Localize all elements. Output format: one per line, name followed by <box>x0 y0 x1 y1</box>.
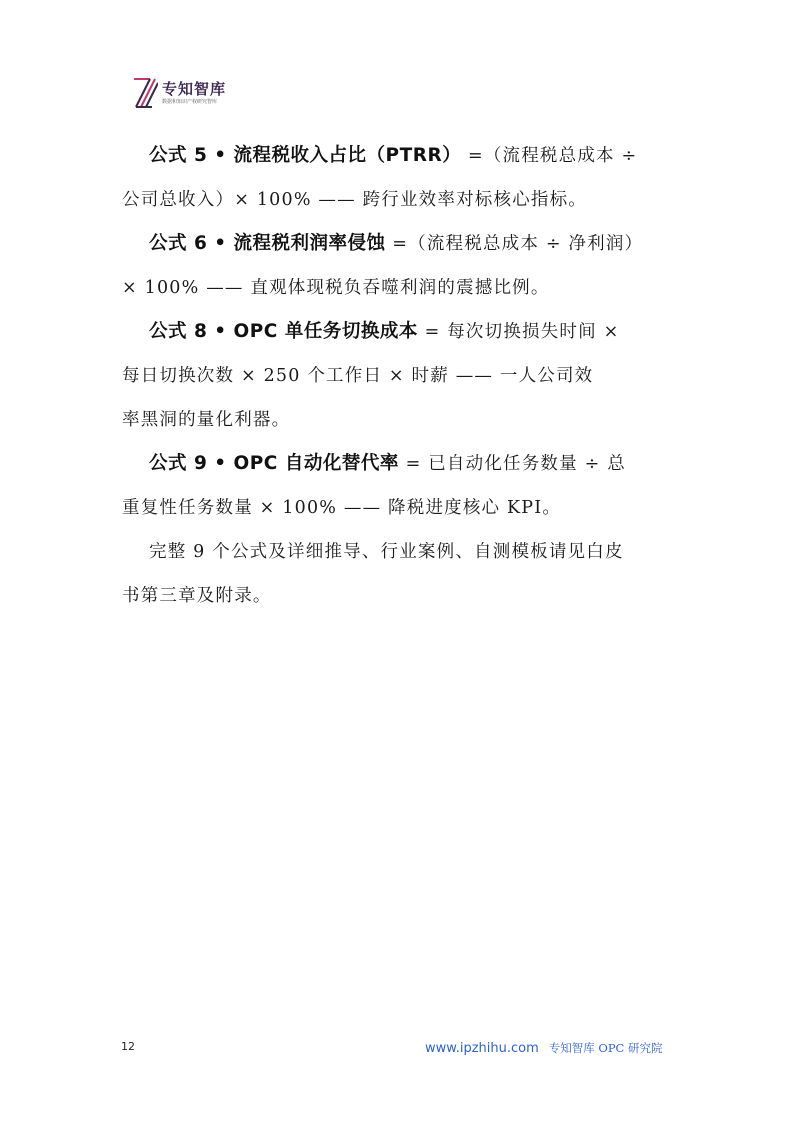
formula-6-paragraph <box>122 222 682 310</box>
formula-9-paragraph <box>122 442 682 530</box>
formula-6-expression: =（流程税总成本 ÷ 净利润） <box>392 234 644 254</box>
closing-line-1: 完整 9 个公式及详细推导、行业案例、自测模板请见白皮 <box>149 542 624 562</box>
formula-9-title: 公式 9 • OPC 自动化替代率 <box>149 453 399 474</box>
logo-mark-icon <box>132 77 158 109</box>
footer-url-link[interactable]: www.ipzhihu.com <box>425 1041 539 1056</box>
formula-5-expression: =（流程税总成本 ÷ <box>467 146 638 166</box>
formula-8-line-2: 每日切换次数 × 250 个工作日 × 时薪 —— 一人公司效 <box>122 366 594 386</box>
formula-8-line-3: 率黑洞的量化利器。 <box>122 410 291 430</box>
formula-6-title: 公式 6 • 流程税利润率侵蚀 <box>149 233 386 254</box>
formula-9-expression: = 已自动化任务数量 ÷ 总 <box>405 454 626 474</box>
closing-paragraph <box>122 530 682 618</box>
header-logo <box>132 76 226 110</box>
formula-8-title: 公式 8 • OPC 单任务切换成本 <box>149 321 418 342</box>
formula-6-line-2: × 100% —— 直观体现税负吞噬利润的震撼比例。 <box>122 278 550 298</box>
formula-5-line-2: 公司总收入）× 100% —— 跨行业效率对标核心指标。 <box>122 190 587 210</box>
formula-5-paragraph <box>122 134 682 222</box>
closing-line-2: 书第三章及附录。 <box>122 586 272 606</box>
formula-5-title: 公式 5 • 流程税收入占比（PTRR） <box>149 145 462 166</box>
page-footer <box>0 1040 794 1060</box>
logo-subtitle: 数据和知识产权研究智库 <box>162 99 218 105</box>
footer-org-name: 专知智库 OPC 研究院 <box>548 1041 663 1055</box>
page-number: 12 <box>121 1040 135 1053</box>
page-body <box>122 134 682 618</box>
formula-8-expression: = 每次切换损失时间 × <box>424 322 620 342</box>
formula-9-line-2: 重复性任务数量 × 100% —— 降税进度核心 KPI。 <box>122 498 562 518</box>
formula-8-paragraph <box>122 310 682 442</box>
logo-title: 专知智库 <box>162 80 227 98</box>
